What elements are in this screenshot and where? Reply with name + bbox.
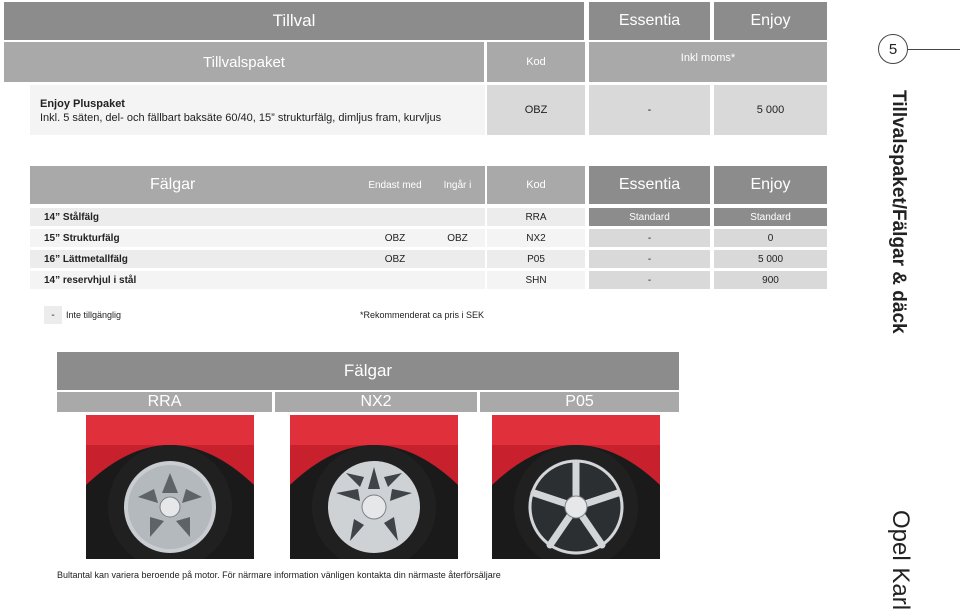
moms-header: Inkl moms* [589,42,827,82]
section-title: Tillvalspaket/Fälgar & däck [888,90,909,334]
essentia-header: Essentia [589,2,710,40]
tillvalspaket-subheader: Tillvalspaket [4,42,484,82]
table-row-endast-med: OBZ [360,229,430,247]
wheel-image-nx2 [290,415,458,559]
wheel-disclaimer: Bultantal kan variera beroende på motor. För närmare information vänligen kontakta din närmaste återförsäljare [57,570,501,580]
table-row-essentia: - [589,250,710,268]
wheel-label-p05: P05 [480,392,679,412]
table-row-enjoy: Standard [714,208,827,226]
table-row-name: 15” Strukturfälg [30,229,360,247]
kod-header-2: Kod [487,166,585,204]
table-row-enjoy: 5 000 [714,250,827,268]
table-row-kod: P05 [487,250,585,268]
price-footnote: *Rekommenderat ca pris i SEK [360,310,485,320]
package-name: Enjoy Pluspaket [40,98,125,110]
package-essentia: - [589,85,710,135]
table-row-ingar-i [430,208,485,226]
package-row [30,85,485,135]
table-row-name: 14” reservhjul i stål [30,271,360,289]
brand-name: Opel Karl [887,510,914,611]
wheel-label-nx2: NX2 [275,392,477,412]
falgar-header: Fälgar [30,166,360,204]
package-enjoy: 5 000 [714,85,827,135]
legend-dash: - [44,306,62,324]
table-row-endast-med [360,208,430,226]
table-row-essentia: - [589,229,710,247]
table-row-kod: NX2 [487,229,585,247]
endast-med-header: Endast med [360,166,430,204]
kod-header: Kod [487,42,585,82]
table-row-kod: RRA [487,208,585,226]
table-row-ingar-i: OBZ [430,229,485,247]
page-number-line [908,49,960,50]
table-row-enjoy: 900 [714,271,827,289]
tillval-header: Tillval [4,2,584,40]
package-kod: OBZ [487,85,585,135]
wheel-label-rra: RRA [57,392,272,412]
table-row-name: 14” Stålfälg [30,208,360,226]
wheel-image-rra [86,415,254,559]
enjoy-header-2: Enjoy [714,166,827,204]
wheel-image-p05 [492,415,660,559]
table-row-essentia: Standard [589,208,710,226]
table-row-enjoy: 0 [714,229,827,247]
wheels-title: Fälgar [57,352,679,390]
ingar-i-header: Ingår i [430,166,485,204]
table-row-ingar-i [430,271,485,289]
legend-text: Inte tillgänglig [66,310,122,320]
essentia-header-2: Essentia [589,166,710,204]
enjoy-header: Enjoy [714,2,827,40]
table-row-endast-med [360,271,430,289]
package-desc: Inkl. 5 säten, del- och fällbart baksäte 60/40, 15” strukturfälg, dimljus fram, kurvljus [40,112,442,124]
table-row-name: 16” Lättmetallfälg [30,250,360,268]
table-row-endast-med: OBZ [360,250,430,268]
page-number: 5 [878,34,908,64]
table-row-ingar-i [430,250,485,268]
table-row-essentia: - [589,271,710,289]
table-row-kod: SHN [487,271,585,289]
